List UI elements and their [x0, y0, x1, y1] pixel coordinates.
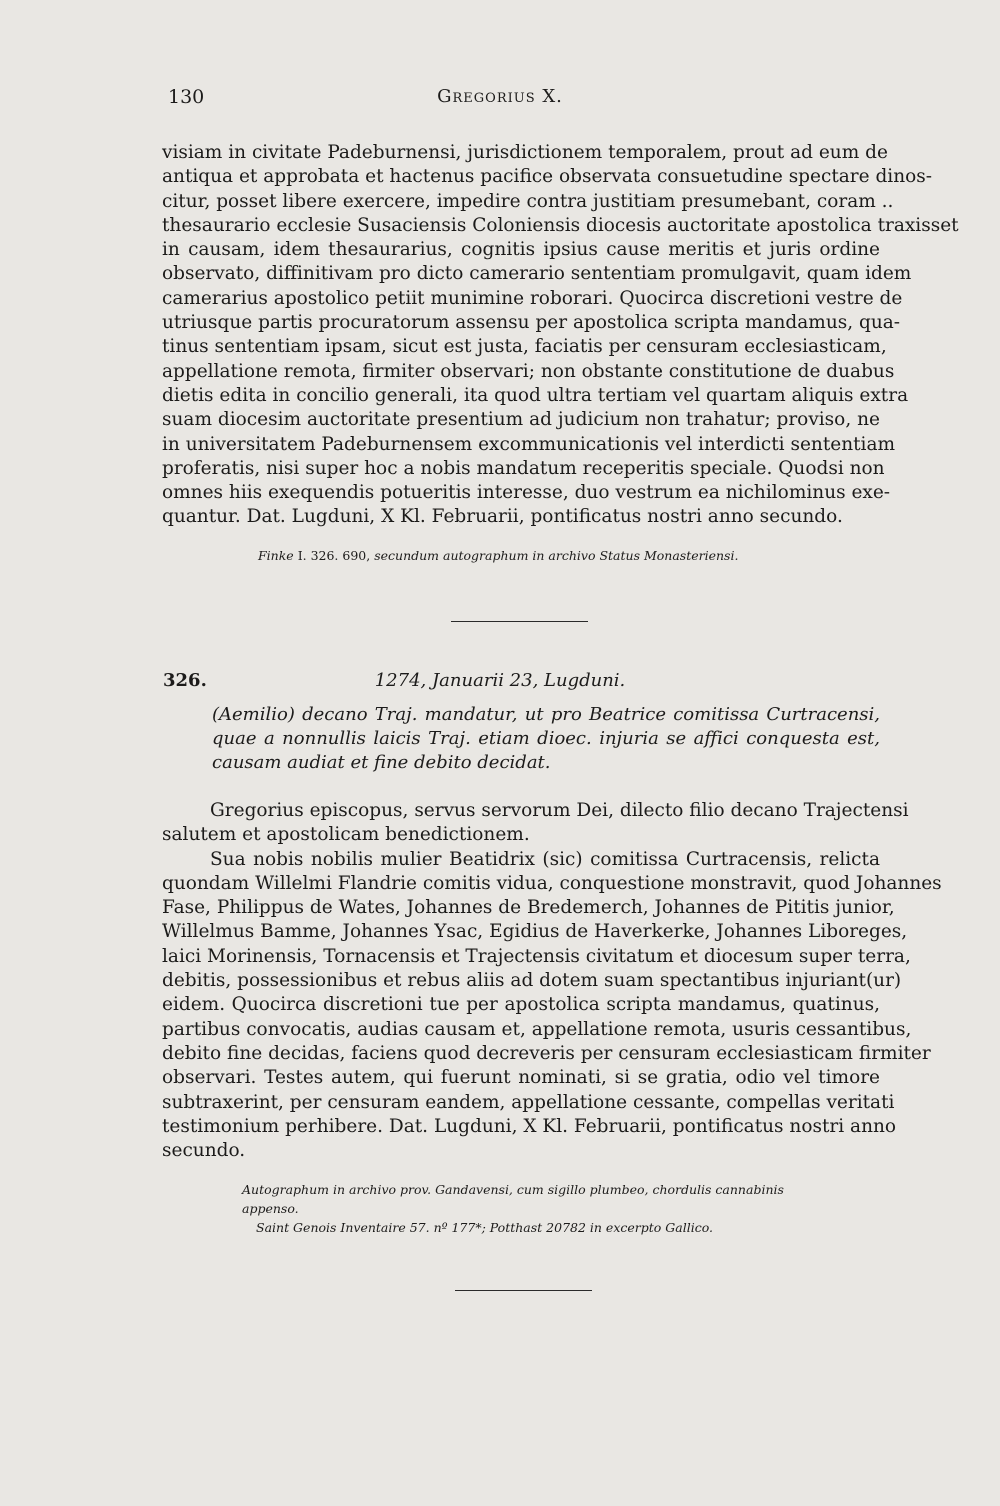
source-note-line: appenso. [242, 1201, 299, 1216]
text-line: Willelmus Bamme, Johannes Ysac, Egidius de Haverkerke, Johannes Liboreges, [162, 921, 908, 943]
text-line: debito fine decidas, faciens quod decreveris per censuram ecclesiasticam firmiter [162, 1042, 931, 1064]
text-line: dietis edita in concilio generali, ita quod ultra tertiam vel quartam aliquis extra [162, 384, 909, 406]
text-line: camerarius apostolico petiit munimine roborari. Quocirca discretioni vestre de [162, 287, 903, 309]
text-line: quondam Willelmi Flandrie comitis vidua, conquestione monstravit, quod Johannes [162, 872, 942, 894]
text-line: proferatis, nisi super hoc a nobis mandatum receperitis speciale. Quodsi non [162, 457, 885, 479]
text-line: quae a nonnullis laicis Traj. etiam dioec. injuria se affici conquesta est, [212, 728, 880, 749]
text-line: utriusque partis procuratorum assensu per apostolica scripta mandamus, qua- [162, 312, 901, 334]
text-line: laici Morinensis, Tornacensis et Trajectensis civitatum et diocesum super terra, [162, 945, 911, 967]
text-line: in universitatem Padeburnensem excommunicationis vel interdicti sententiam [162, 433, 896, 455]
text-line: Gregorius episcopus, servus servorum Dei, dilecto filio decano Trajectensi [210, 800, 909, 821]
document-number: 326. [163, 670, 207, 691]
text-line: causam audiat et fine debito decidat. [212, 752, 551, 773]
text-line: thesaurario ecclesie Susaciensis Coloniensis diocesis auctoritate apostolica traxisset [162, 214, 959, 236]
text-line: salutem et apostolicam benedictionem. [162, 824, 530, 846]
document-326-text [162, 799, 942, 1163]
text-line: omnes hiis exequendis potueritis interesse, duo vestrum ea nichilominus exe- [162, 482, 891, 504]
text-line: Sua nobis nobilis mulier Beatidrix (sic) comitissa Curtracensis, relicta [210, 848, 880, 870]
source-author: Finke [258, 548, 294, 563]
document-326-summary [212, 703, 880, 775]
text-line: Fase, Philippus de Wates, Johannes de Bredemerch, Johannes de Pititis junior, [162, 897, 895, 919]
text-line: eidem. Quocirca discretioni tue per apostolica scripta mandamus, quatinus, [162, 994, 880, 1016]
source-description: secundum autographum in archivo Status Monasteriensi. [374, 548, 739, 563]
text-line: (Aemilio) decano Traj. mandatur, ut pro Beatrice comitissa Curtracensi, [212, 704, 880, 725]
page-number: 130 [168, 86, 205, 108]
running-title: Gregorius X. [437, 86, 563, 107]
text-line: testimonium perhibere. Dat. Lugduni, X Kl. Februarii, pontificatus nostri anno [162, 1115, 897, 1137]
text-line: tinus sententiam ipsam, sicut est justa, faciatis per censuram ecclesiasticam, [162, 336, 887, 358]
source-reference: I. 326. 690, [297, 548, 371, 563]
text-line: in causam, idem thesaurarius, cognitis ipsius cause meritis et juris ordine [162, 239, 880, 261]
page-header [0, 86, 1000, 116]
document-326-source-notes [242, 1180, 882, 1237]
text-line: subtraxerint, per censuram eandem, appellatione cessante, compellas veritati [162, 1091, 895, 1113]
document-date: 1274, Januarii 23, Lugduni. [374, 670, 626, 691]
text-line: observato, diffinitivam pro dicto camerario sententiam promulgavit, quam idem [162, 263, 912, 285]
source-note-line: Autographum in archivo prov. Gandavensi, cum sigillo plumbeo, chordulis cannabinis [242, 1182, 784, 1197]
text-line: secundo. [162, 1140, 246, 1162]
text-line: debitis, possessionibus et rebus aliis ad dotem suam spectantibus injuriant(ur) [162, 970, 902, 992]
section-divider [451, 621, 588, 622]
text-line: appellatione remota, firmiter observari; non obstante constitutione de duabus [162, 360, 895, 382]
text-line: citur, posset libere exercere, impedire contra justitiam presumebant, coram .. [162, 190, 894, 212]
text-line: observari. Testes autem, qui fuerunt nominati, si se gratia, odio vel timore [162, 1067, 880, 1089]
text-line: partibus convocatis, audias causam et, appellatione remota, usuris cessantibus, [162, 1018, 912, 1040]
text-line: visiam in civitate Padeburnensi, jurisdictionem temporalem, prout ad eum de [162, 142, 888, 163]
document-325-source-note [258, 547, 738, 565]
source-note-line: Saint Genois Inventaire 57. nº 177*; Potthast 20782 in excerpto Gallico. [256, 1220, 713, 1235]
end-divider [455, 1290, 592, 1291]
text-line: suam diocesim auctoritate presentium ad judicium non trahatur; proviso, ne [162, 409, 880, 431]
text-line: quantur. Dat. Lugduni, X Kl. Februarii, pontificatus nostri anno secundo. [162, 506, 843, 528]
text-line: antiqua et approbata et hactenus pacifice observata consuetudine spectare dinos- [162, 166, 933, 188]
document-325-text [162, 141, 959, 530]
